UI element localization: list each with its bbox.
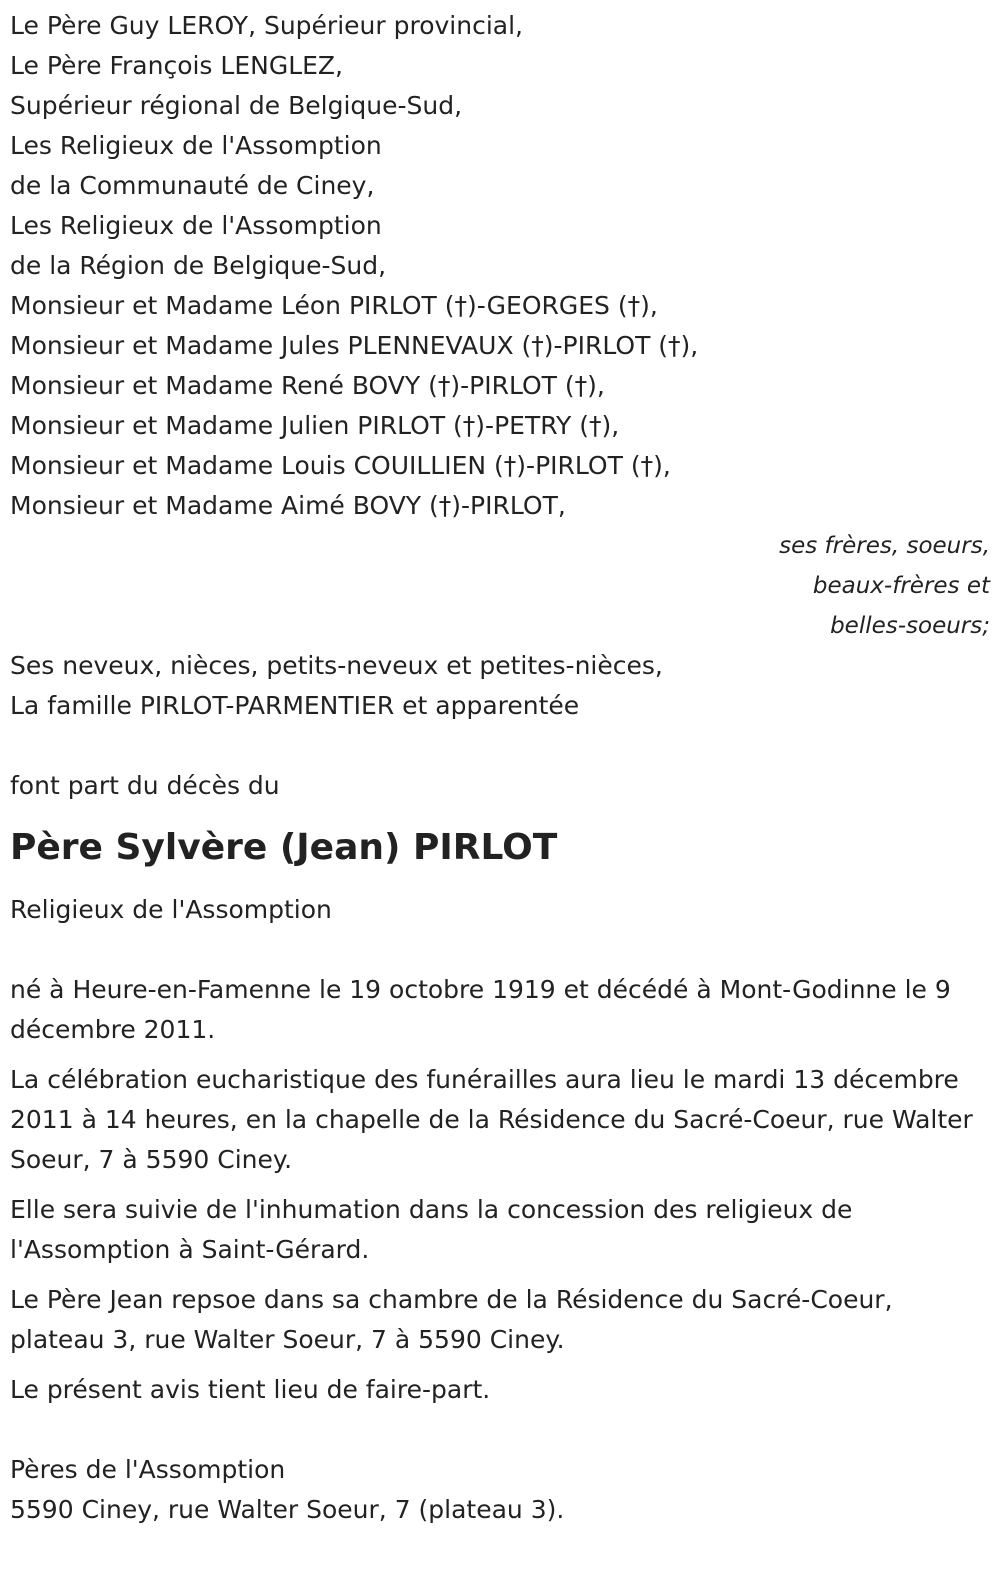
birth-death-paragraph: né à Heure-en-Famenne le 19 octobre 1919 et décédé à Mont-Godinne le 9 décembre 2011. (10, 975, 951, 1044)
burial-paragraph: Elle sera suivie de l'inhumation dans la concession des religieux de l'Assomption à Saint-Gérard. (10, 1195, 853, 1264)
family-line: La famille PIRLOT-PARMENTIER et apparentée (10, 691, 580, 720)
announcer-line: Monsieur et Madame Aimé BOVY (†)-PIRLOT, (10, 491, 566, 520)
deceased-name: Père Sylvère (Jean) PIRLOT (10, 827, 558, 868)
announcer-line: de la Communauté de Ciney, (10, 171, 375, 200)
announcer-line: Monsieur et Madame Louis COUILLIEN (†)-PIRLOT (†), (10, 451, 671, 480)
family-block (10, 646, 990, 726)
resting-place-paragraph: Le Père Jean repsoe dans sa chambre de la Résidence du Sacré-Coeur, plateau 3, rue Walter Soeur, 7 à 5590 Ciney. (10, 1285, 893, 1354)
announcer-line: de la Région de Belgique-Sud, (10, 251, 387, 280)
signature-name: Pères de l'Assomption (10, 1455, 286, 1484)
notice-paragraph: Le présent avis tient lieu de faire-part. (10, 1375, 491, 1404)
family-line: Ses neveux, nièces, petits-neveux et petites-nièces, (10, 651, 663, 680)
relation-block (10, 526, 990, 646)
signature-block (10, 1450, 990, 1530)
announcer-line: Monsieur et Madame Jules PLENNEVAUX (†)-PIRLOT (†), (10, 331, 699, 360)
ceremony-paragraph: La célébration eucharistique des funérailles aura lieu le mardi 13 décembre 2011 à 14 heures, en la chapelle de la Résidence du Sacré-Coeur, rue Walter Soeur, 7 à 5590 Ciney. (10, 1065, 973, 1174)
relation-line: beaux-frères et (812, 573, 990, 599)
announcer-line: Les Religieux de l'Assomption (10, 211, 382, 240)
announcer-line: Supérieur régional de Belgique-Sud, (10, 91, 463, 120)
announcer-line: Monsieur et Madame Julien PIRLOT (†)-PETRY (†), (10, 411, 620, 440)
relation-line: ses frères, soeurs, (779, 533, 990, 559)
announcer-line: Les Religieux de l'Assomption (10, 131, 382, 160)
details-block (10, 970, 990, 1410)
signature-address: 5590 Ciney, rue Walter Soeur, 7 (plateau 3). (10, 1495, 565, 1524)
announcer-line: Le Père François LENGLEZ, (10, 51, 343, 80)
announcer-line: Monsieur et Madame Léon PIRLOT (†)-GEORGES (†), (10, 291, 658, 320)
announcer-line: Monsieur et Madame René BOVY (†)-PIRLOT (†), (10, 371, 605, 400)
deceased-role: Religieux de l'Assomption (10, 895, 332, 924)
announcer-line: Le Père Guy LEROY, Supérieur provincial, (10, 11, 523, 40)
intro-text: font part du décès du (10, 771, 280, 800)
announcers-list (10, 0, 990, 526)
relation-line: belles-soeurs; (830, 613, 990, 639)
